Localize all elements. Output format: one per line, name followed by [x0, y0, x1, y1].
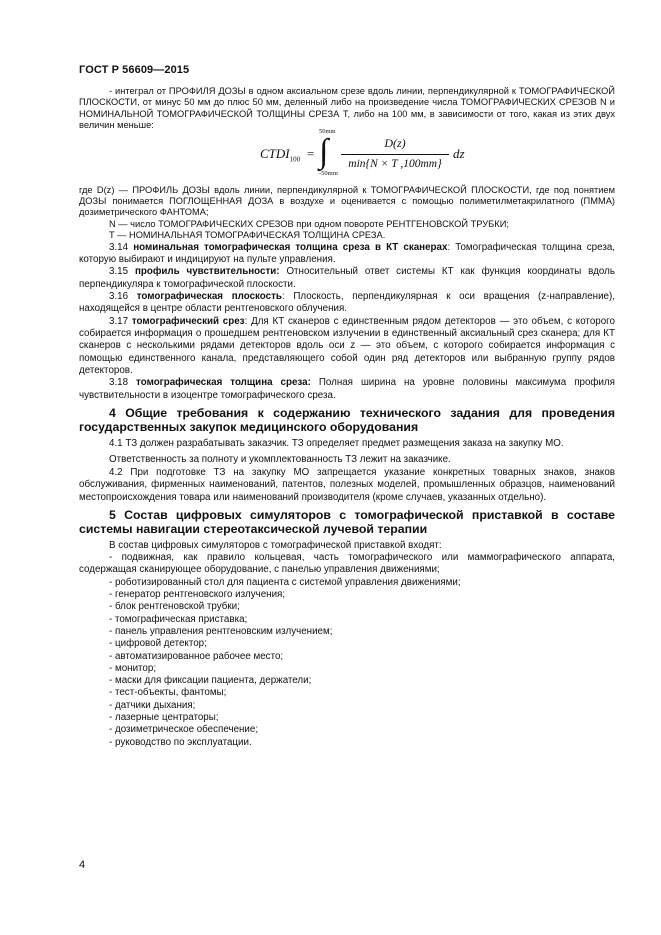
ctdi-formula	[79, 127, 615, 184]
page-content	[79, 86, 615, 749]
list-item: - автоматизированное рабочее место;	[109, 650, 284, 662]
definition-t: T — НОМИНАЛЬНАЯ ТОМОГРАФИЧЕСКАЯ ТОЛЩИНА СРЕЗА.	[109, 230, 386, 241]
list-item: - панель управления рентгеновским излучением;	[109, 625, 333, 637]
page-number: 4	[79, 859, 86, 871]
formula-fraction	[341, 136, 449, 170]
list-item: - руководство по эксплуатации.	[109, 736, 252, 748]
term-3-17: 3.17 томографический срез: Для КТ сканеров с единственным рядом детекторов — это объем, с которого собирается информация о прошедшем рентгеновском излучении в единственный аксиальный срез сканера; для КТ сканеров с несколькими рядами детекторов вдоль оси z — это объем, с которого собирается информация с помощью единственного канала, представляющего собой один ряд детекторов или выбранную группу рядов детекторов.	[79, 315, 615, 377]
list-item: - тест-объекты, фантомы;	[109, 687, 227, 699]
term-3-18: 3.18 томографическая толщина среза: Полная ширина на уровне половины максимума профиля чувствительности в изоцентре томографического среза.	[79, 377, 615, 401]
formula-integral-sign: ∫	[319, 132, 329, 170]
section-4-para-3: 4.2 При подготовке ТЗ на закупку МО запрещается указание конкретных товарных знаков, знаков обслуживания, фирменных наименований, патентов, полезных моделей, промышленных образцов, наименований местопроисхождения товара или наименований производителя (кроме случаев, указанных отдельно).	[79, 466, 615, 503]
formula-numerator: D(z)	[341, 136, 449, 155]
list-item: - датчики дыхания;	[109, 699, 196, 711]
list-item: - роботизированный стол для пациента с системой управления движениями;	[109, 576, 461, 588]
definition-n: N — число ТОМОГРАФИЧЕСКИХ СРЕЗОВ при одном повороте РЕНТГЕНОВСКОЙ ТРУБКИ;	[109, 218, 509, 229]
list-item: - томографическая приставка;	[109, 613, 248, 625]
section-4-title: 4 Общие требования к содержанию технического задания для проведения государственных закупок медицинского оборудования	[79, 406, 615, 435]
list-item: - блок рентгеновской трубки;	[109, 601, 240, 613]
list-item: - подвижная, как правило кольцевая, часть томографического или маммографического аппарата, содержащая сканирующее оборудование, с панелью управления движениями;	[79, 552, 615, 576]
formula-equals: =	[307, 145, 315, 161]
term-3-16: 3.16 томографическая плоскость: Плоскость, перпендикулярная к оси вращения (z-направление), находящейся в центре области рентгеновского облучения.	[79, 291, 615, 315]
intro-paragraph: - интеграл от ПРОФИЛЯ ДОЗЫ в одном аксиальном срезе вдоль линии, перпендикулярной к ТОМОГРАФИЧЕСКОЙ ПЛОСКОСТИ, от минус 50 мм до плюс 50 мм, деленный либо на произведение числа ТОМОГРАФИЧЕСКИХ СРЕЗОВ N и НОМИНАЛЬНОЙ ТОМОГРАФИЧЕСКОЙ ТОЛЩИНЫ СРЕЗА T, либо на 100 мм, в зависимости от того, какая из этих двух величин меньше:	[79, 86, 615, 131]
definition-dz: где D(z) — ПРОФИЛЬ ДОЗЫ вдоль линии, перпендикулярной к ТОМОГРАФИЧЕСКОЙ ПЛОСКОСТИ, где под понятием ДОЗЫ понимается ПОГЛОЩЕННАЯ ДОЗА в воздухе и оценивается с помощью полиметилметакрилатного (ПММА) дозиметрического ФАНТОМА;	[79, 184, 615, 218]
list-item: - маски для фиксации пациента, держатели;	[109, 675, 312, 687]
section-5-lead: В состав цифровых симуляторов с томографической приставкой входят:	[109, 539, 442, 551]
formula-upper-limit: 50mm	[319, 127, 336, 135]
formula-lower-limit: -50mm	[319, 169, 338, 177]
formula-denominator: min{N × T ,100mm}	[348, 157, 442, 170]
list-item: - дозиметрическое обеспечение;	[109, 724, 259, 736]
list-item: - генератор рентгеновского излучения;	[109, 589, 286, 601]
section-5-title: 5 Состав цифровых симуляторов с томографической приставкой в составе системы навигации стереотаксической лучевой терапии	[79, 507, 615, 536]
document-header: ГОСТ Р 56609—2015	[79, 64, 190, 76]
formula-lhs: $CTDI_{100}$	[260, 145, 301, 164]
term-3-14: 3.14 номинальная томографическая толщина среза в КТ сканерах: Томографическая толщина среза, которую выбирают и индицируют на пульте управления.	[79, 241, 615, 265]
formula-differential: dz	[453, 145, 465, 161]
component-list	[79, 552, 615, 749]
list-item: - цифровой детектор;	[109, 638, 207, 650]
section-4-para-1: 4.1 ТЗ должен разрабатывать заказчик. ТЗ определяет предмет размещения заказа на закупку МО.	[109, 438, 564, 450]
list-item: - монитор;	[109, 662, 157, 674]
section-4-para-2: Ответственность за полноту и укомплектованность ТЗ лежит на заказчике.	[109, 454, 451, 466]
term-3-15: 3.15 профиль чувствительности: Относительный ответ системы КТ как функция координаты вдоль перпендикуляра к томографической плоскости.	[79, 266, 615, 290]
list-item: - лазерные центраторы;	[109, 712, 219, 724]
